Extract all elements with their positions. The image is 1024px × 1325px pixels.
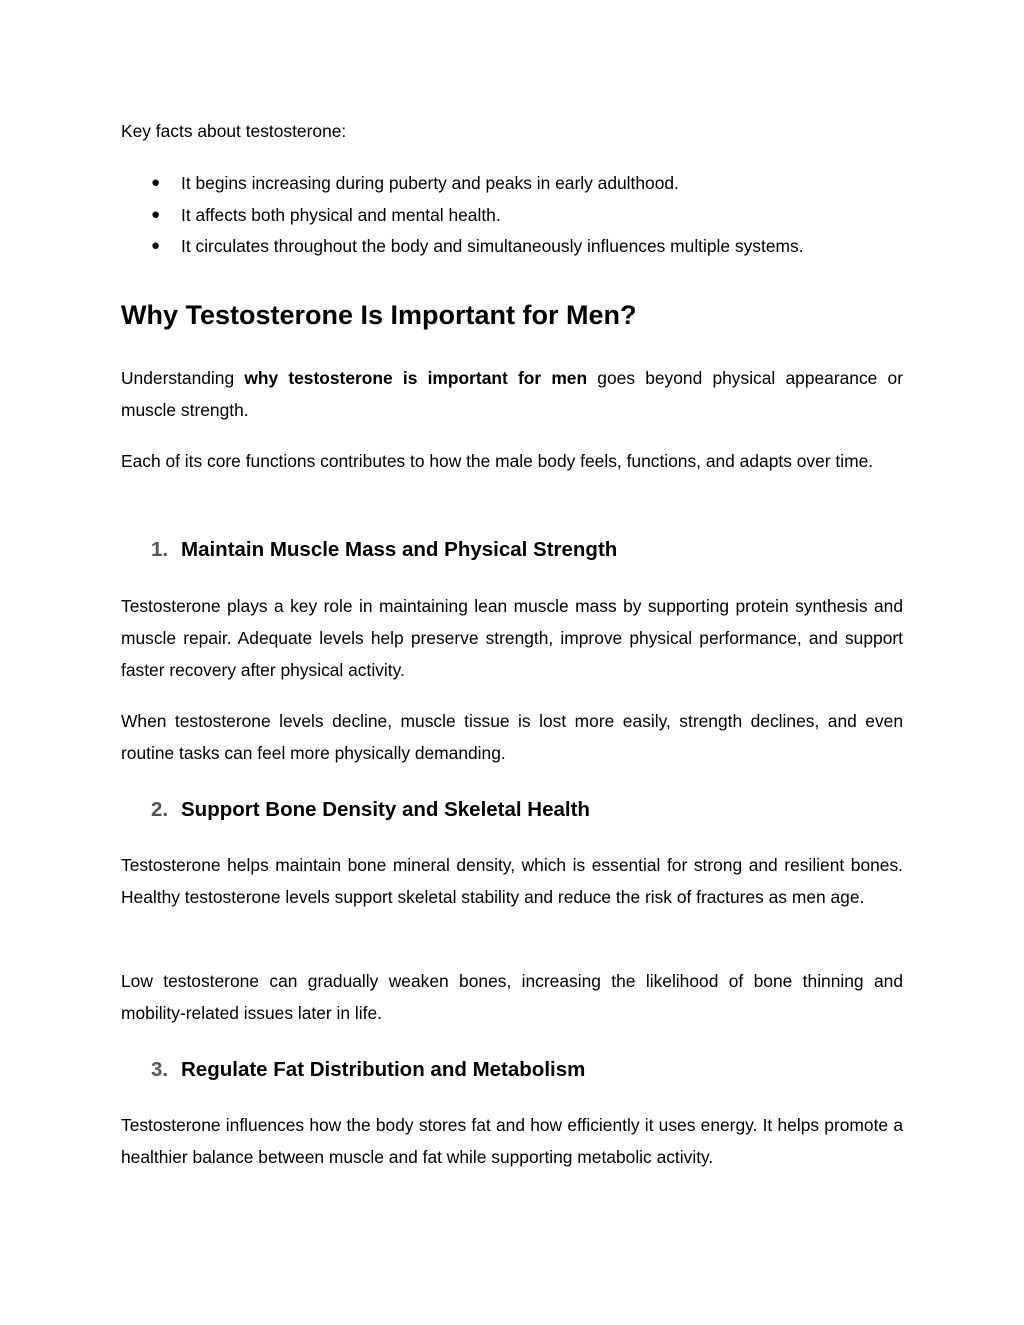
subsection-number: 3. — [151, 1058, 169, 1081]
paragraph — [121, 362, 903, 426]
paragraph: Testosterone influences how the body stores fat and how efficiently it uses energy. It helps promote a healthier balance between muscle and fat while supporting metabolic activity. — [121, 1115, 903, 1167]
paragraph: Each of its core functions contributes to how the male body feels, functions, and adapts over time. — [121, 451, 874, 471]
list-item — [151, 171, 921, 203]
subsection-number: 1. — [151, 538, 169, 561]
bullet-icon: ● — [151, 237, 161, 254]
bullet-icon: ● — [151, 174, 161, 191]
subsection-heading — [151, 535, 617, 565]
bullet-icon: ● — [151, 205, 161, 223]
paragraph: Testosterone helps maintain bone mineral density, which is essential for strong and resilient bones. Healthy testosterone levels support skeletal stability and reduce the risk of fractures as men age. — [121, 855, 903, 907]
key-facts-list — [151, 171, 921, 266]
intro-text: Key facts about testosterone: — [121, 121, 347, 141]
list-item-text: It affects both physical and mental health. — [181, 204, 501, 225]
paragraph: Testosterone plays a key role in maintaining lean muscle mass by supporting protein synthesis and muscle repair. Adequate levels help preserve strength, improve physical performance, and support faster recovery after physical activity. — [121, 596, 903, 680]
paragraph-text: goes beyond physical appearance or muscle strength. — [121, 368, 903, 420]
subsection-title: Maintain Muscle Mass and Physical Strength — [181, 538, 618, 561]
bold-phrase: why testosterone is important for men — [244, 368, 588, 388]
subsection-title: Support Bone Density and Skeletal Health — [181, 798, 590, 821]
subsection-heading — [151, 795, 590, 825]
subsection-number: 2. — [151, 798, 169, 821]
section-heading: Why Testosterone Is Important for Men? — [121, 300, 637, 330]
subsection-title: Regulate Fat Distribution and Metabolism — [181, 1058, 586, 1081]
list-item-text: It circulates throughout the body and simultaneously influences multiple systems. — [181, 236, 804, 256]
list-item-text: It begins increasing during puberty and peaks in early adulthood. — [181, 173, 679, 193]
list-item — [151, 234, 921, 266]
subsection-heading — [151, 1055, 585, 1085]
paragraph: When testosterone levels decline, muscle tissue is lost more easily, strength declines, and even routine tasks can feel more physically demanding. — [121, 711, 903, 763]
paragraph-text: Understanding — [121, 368, 245, 388]
list-item — [151, 203, 921, 235]
paragraph: Low testosterone can gradually weaken bones, increasing the likelihood of bone thinning and mobility-related issues later in life. — [121, 971, 903, 1023]
